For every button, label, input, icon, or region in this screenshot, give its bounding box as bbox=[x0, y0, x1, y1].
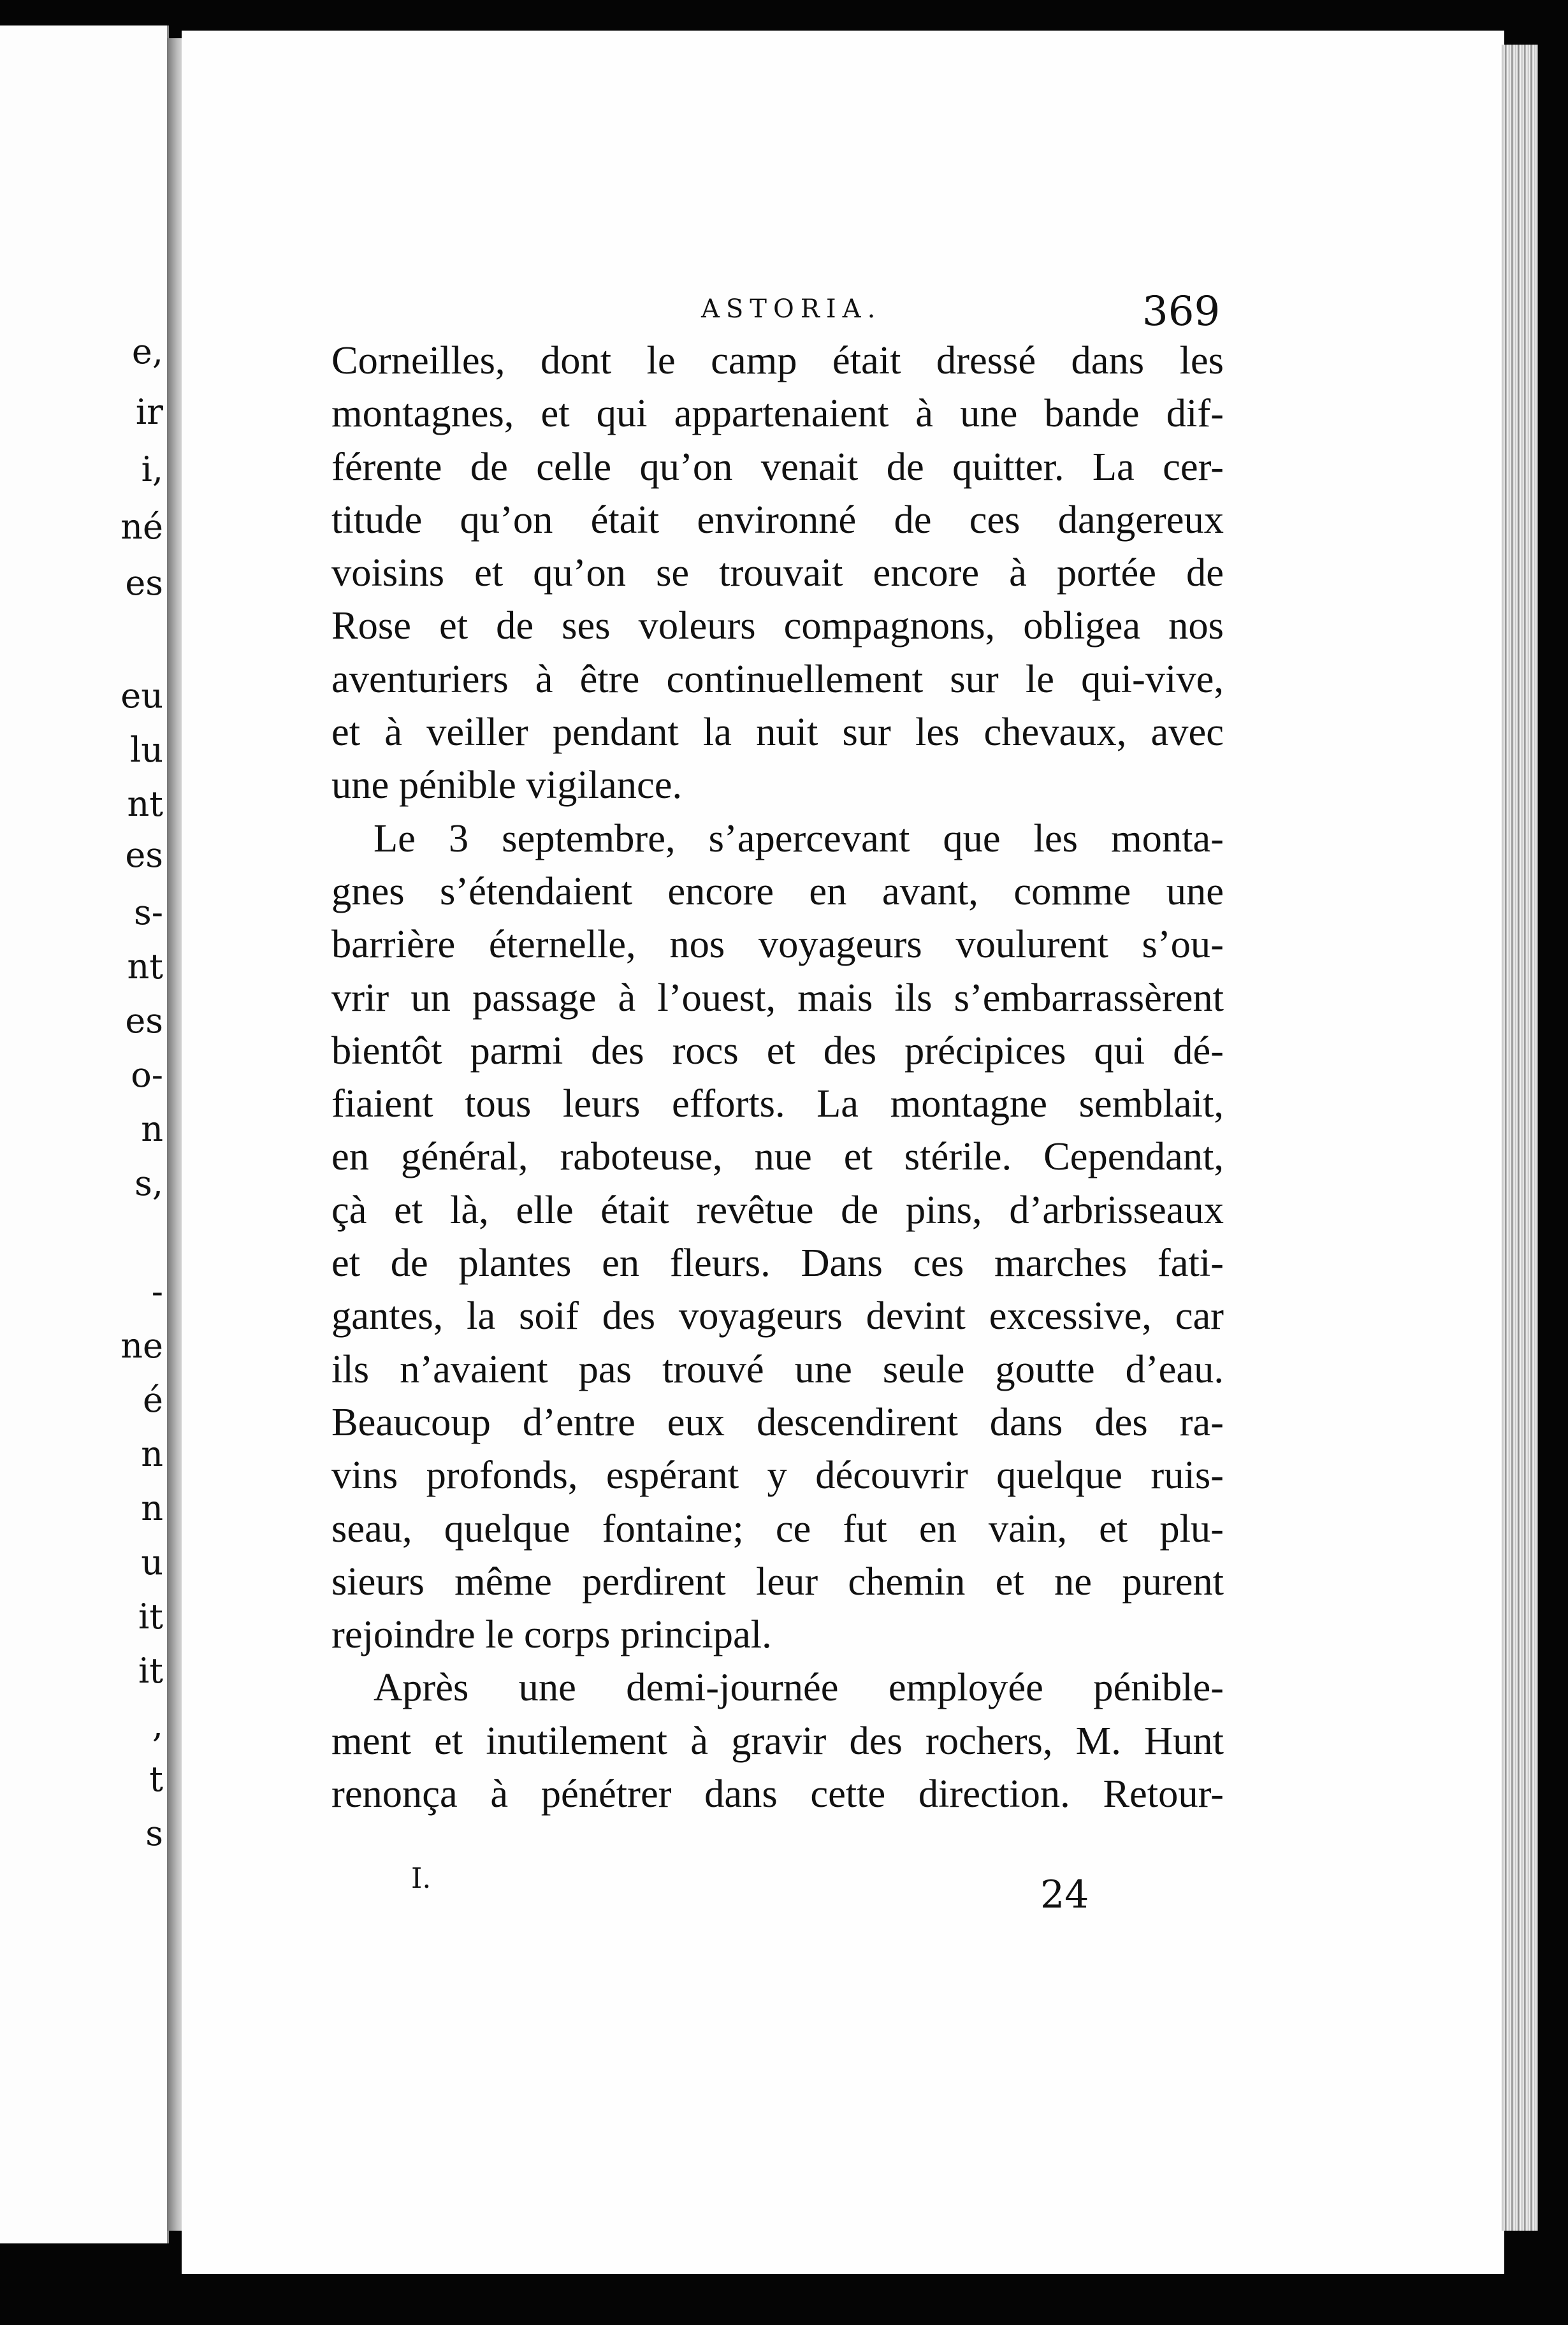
left-edge-fragment: , bbox=[152, 1705, 163, 1745]
text-line: Le 3 septembre, s’apercevant que les monta- bbox=[374, 815, 1224, 860]
text-line: rejoindre le corps principal. bbox=[331, 1612, 772, 1657]
left-edge-fragment: nt bbox=[127, 784, 163, 824]
left-edge-fragment: o- bbox=[131, 1055, 163, 1095]
text-line: montagnes, et qui appartenaient à une bande dif- bbox=[331, 391, 1224, 436]
text-line: barrière éternelle, nos voyageurs voulurent s’ou- bbox=[331, 922, 1224, 967]
text-line: ils n’avaient pas trouvé une seule goutte d’eau. bbox=[331, 1346, 1224, 1391]
left-edge-fragment: t bbox=[149, 1759, 163, 1799]
scanner-edge-artifact bbox=[784, 2280, 975, 2306]
left-edge-fragment: u bbox=[141, 1542, 163, 1583]
text-line: férente de celle qu’on venait de quitter. La cer- bbox=[331, 444, 1224, 489]
text-line: seau, quelque fontaine; ce fut en vain, et plu- bbox=[331, 1505, 1224, 1551]
text-line: Rose et de ses voleurs compagnons, obligea nos bbox=[331, 603, 1224, 648]
left-edge-fragment: nt bbox=[127, 946, 163, 987]
text-line: Corneilles, dont le camp était dressé dans les bbox=[331, 338, 1224, 382]
left-edge-fragment: es bbox=[125, 1001, 163, 1041]
left-edge-fragment: s- bbox=[134, 892, 163, 932]
signature-volume-mark: I. bbox=[411, 1862, 432, 1895]
left-edge-fragment: s, bbox=[134, 1163, 163, 1203]
left-edge-fragment: es bbox=[125, 563, 163, 603]
left-edge-fragment: it bbox=[138, 1651, 163, 1691]
signature-number: 24 bbox=[1040, 1872, 1089, 1917]
left-edge-fragment: eu bbox=[120, 676, 163, 716]
text-line: et de plantes en fleurs. Dans ces marches fati- bbox=[331, 1240, 1224, 1286]
left-edge-fragment: i, bbox=[141, 449, 163, 489]
running-head: ASTORIA. bbox=[701, 294, 882, 324]
text-line: en général, raboteuse, nue et stérile. Cependant, bbox=[331, 1134, 1224, 1179]
text-line: et à veiller pendant la nuit sur les chevaux, avec bbox=[331, 709, 1224, 755]
text-line: çà et là, elle était revêtue de pins, d’arbrisseaux bbox=[331, 1187, 1224, 1232]
left-edge-fragment: n bbox=[141, 1434, 163, 1474]
text-line: renonça à pénétrer dans cette direction. Retour- bbox=[331, 1771, 1224, 1816]
left-edge-fragment: es bbox=[125, 835, 163, 875]
text-line: fiaient tous leurs efforts. La montagne semblait, bbox=[331, 1081, 1224, 1126]
text-line: bientôt parmi des rocs et des précipices qui dé- bbox=[331, 1027, 1224, 1073]
text-line: gantes, la soif des voyageurs devint excessive, car bbox=[331, 1293, 1224, 1338]
text-line: titude qu’on était environné de ces dangereux bbox=[331, 496, 1224, 542]
left-edge-fragment: n bbox=[141, 1488, 163, 1528]
text-line: sieurs même perdirent leur chemin et ne purent bbox=[331, 1558, 1224, 1604]
left-edge-fragment: lu bbox=[129, 730, 163, 770]
left-edge-fragment: it bbox=[138, 1597, 163, 1637]
left-edge-fragment: - bbox=[151, 1271, 163, 1312]
text-line: ment et inutilement à gravir des rochers, M. Hunt bbox=[331, 1718, 1224, 1763]
text-line: une pénible vigilance. bbox=[331, 762, 683, 808]
page-fore-edge bbox=[1501, 45, 1538, 2231]
text-line: voisins et qu’on se trouvait encore à portée de bbox=[331, 550, 1224, 595]
left-edge-fragment: ir bbox=[135, 392, 163, 432]
left-edge-fragment: e, bbox=[131, 331, 163, 372]
text-line: Après une demi-journée employée pénible- bbox=[374, 1665, 1224, 1710]
text-line: aventuriers à être continuellement sur le qui-vive, bbox=[331, 656, 1224, 701]
left-edge-fragment: s bbox=[145, 1813, 163, 1853]
left-page-edge-text bbox=[0, 25, 167, 2243]
text-line: Beaucoup d’entre eux descendirent dans des ra- bbox=[331, 1399, 1224, 1444]
text-line: vins profonds, espérant y découvrir quelque ruis- bbox=[331, 1452, 1224, 1498]
page-number: 369 bbox=[1142, 288, 1221, 335]
body-text bbox=[331, 334, 1224, 1820]
left-edge-fragment: é bbox=[143, 1380, 163, 1420]
text-line: vrir un passage à l’ouest, mais ils s’embarrassèrent bbox=[331, 974, 1224, 1020]
left-edge-fragment: n bbox=[141, 1109, 163, 1149]
left-page bbox=[0, 25, 169, 2243]
text-line: gnes s’étendaient encore en avant, comme une bbox=[331, 868, 1224, 913]
left-edge-fragment: ne bbox=[120, 1326, 163, 1366]
left-edge-fragment: né bbox=[120, 507, 163, 547]
